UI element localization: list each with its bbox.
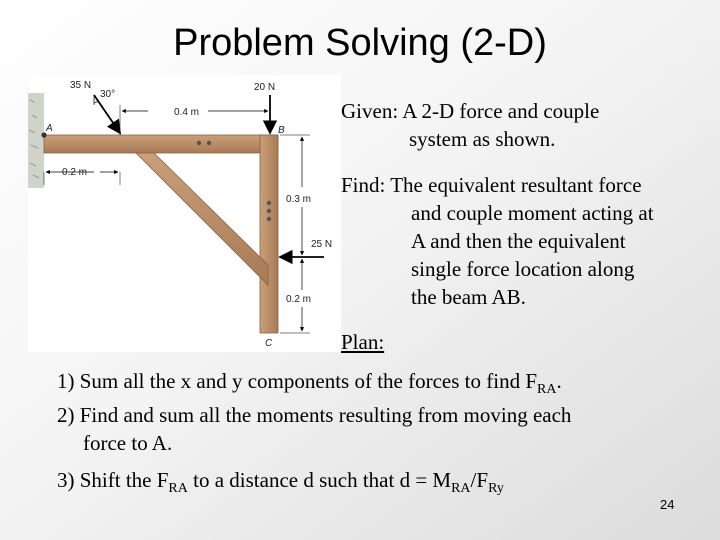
step-text: force to A. — [83, 431, 173, 455]
step-subscript: RA — [451, 481, 471, 497]
step-text: /F — [470, 468, 489, 492]
find-line: A and then the equivalent — [411, 229, 626, 253]
bolt — [267, 209, 271, 213]
label-20n: 20 N — [254, 82, 276, 93]
bolt — [197, 141, 201, 145]
label-02m-bottom: 0.2 m — [286, 294, 312, 305]
label-03m: 0.3 m — [286, 194, 312, 205]
angle-arc — [94, 101, 98, 103]
column-bc — [260, 135, 278, 333]
label-35n: 35 N — [70, 80, 92, 91]
label-04m: 0.4 m — [174, 107, 200, 118]
bolt — [267, 201, 271, 205]
bolt — [207, 141, 211, 145]
find-block — [341, 171, 654, 311]
slide-number: 24 — [660, 497, 675, 512]
step-text: 2) Find and sum all the moments resulting from moving each — [57, 403, 572, 427]
wall — [28, 93, 44, 188]
plan-step-2 — [57, 401, 571, 457]
find-line: Find: The equivalent resultant force — [341, 173, 642, 197]
diagonal-brace — [136, 153, 268, 285]
slide-title: Problem Solving (2-D) — [173, 22, 547, 64]
given-line: system as shown. — [409, 127, 556, 151]
given-line: Given: A 2-D force and couple — [341, 99, 600, 123]
label-point-b: B — [278, 125, 285, 136]
label-25n: 25 N — [311, 239, 333, 250]
bolt — [267, 217, 271, 221]
frame-diagram — [28, 75, 341, 352]
beam-ab — [44, 135, 278, 153]
plan-step-1 — [57, 367, 562, 404]
plan-label: Plan: — [341, 330, 385, 354]
label-30deg: 30° — [100, 89, 116, 100]
label-point-c: C — [265, 338, 273, 349]
step-text: 1) Sum all the x and y components of the forces to find F — [57, 369, 537, 393]
step-subscript: Ry — [488, 481, 504, 497]
label-02m-top: 0.2 m — [62, 167, 88, 178]
given-block — [341, 97, 599, 153]
label-point-a: A — [46, 123, 53, 134]
find-line: and couple moment acting at — [411, 201, 654, 225]
step-text: . — [556, 369, 562, 393]
force-35-arrow — [94, 95, 120, 133]
step-text: to a distance d such that d = M — [187, 468, 452, 492]
plan-step-3 — [57, 466, 504, 503]
frame-diagram-svg — [28, 75, 341, 352]
step-subscript: RA — [168, 481, 188, 497]
find-line: single force location along — [411, 257, 635, 281]
find-line: the beam AB. — [411, 285, 526, 309]
step-subscript: RA — [537, 382, 557, 398]
step-text: 3) Shift the F — [57, 468, 169, 492]
